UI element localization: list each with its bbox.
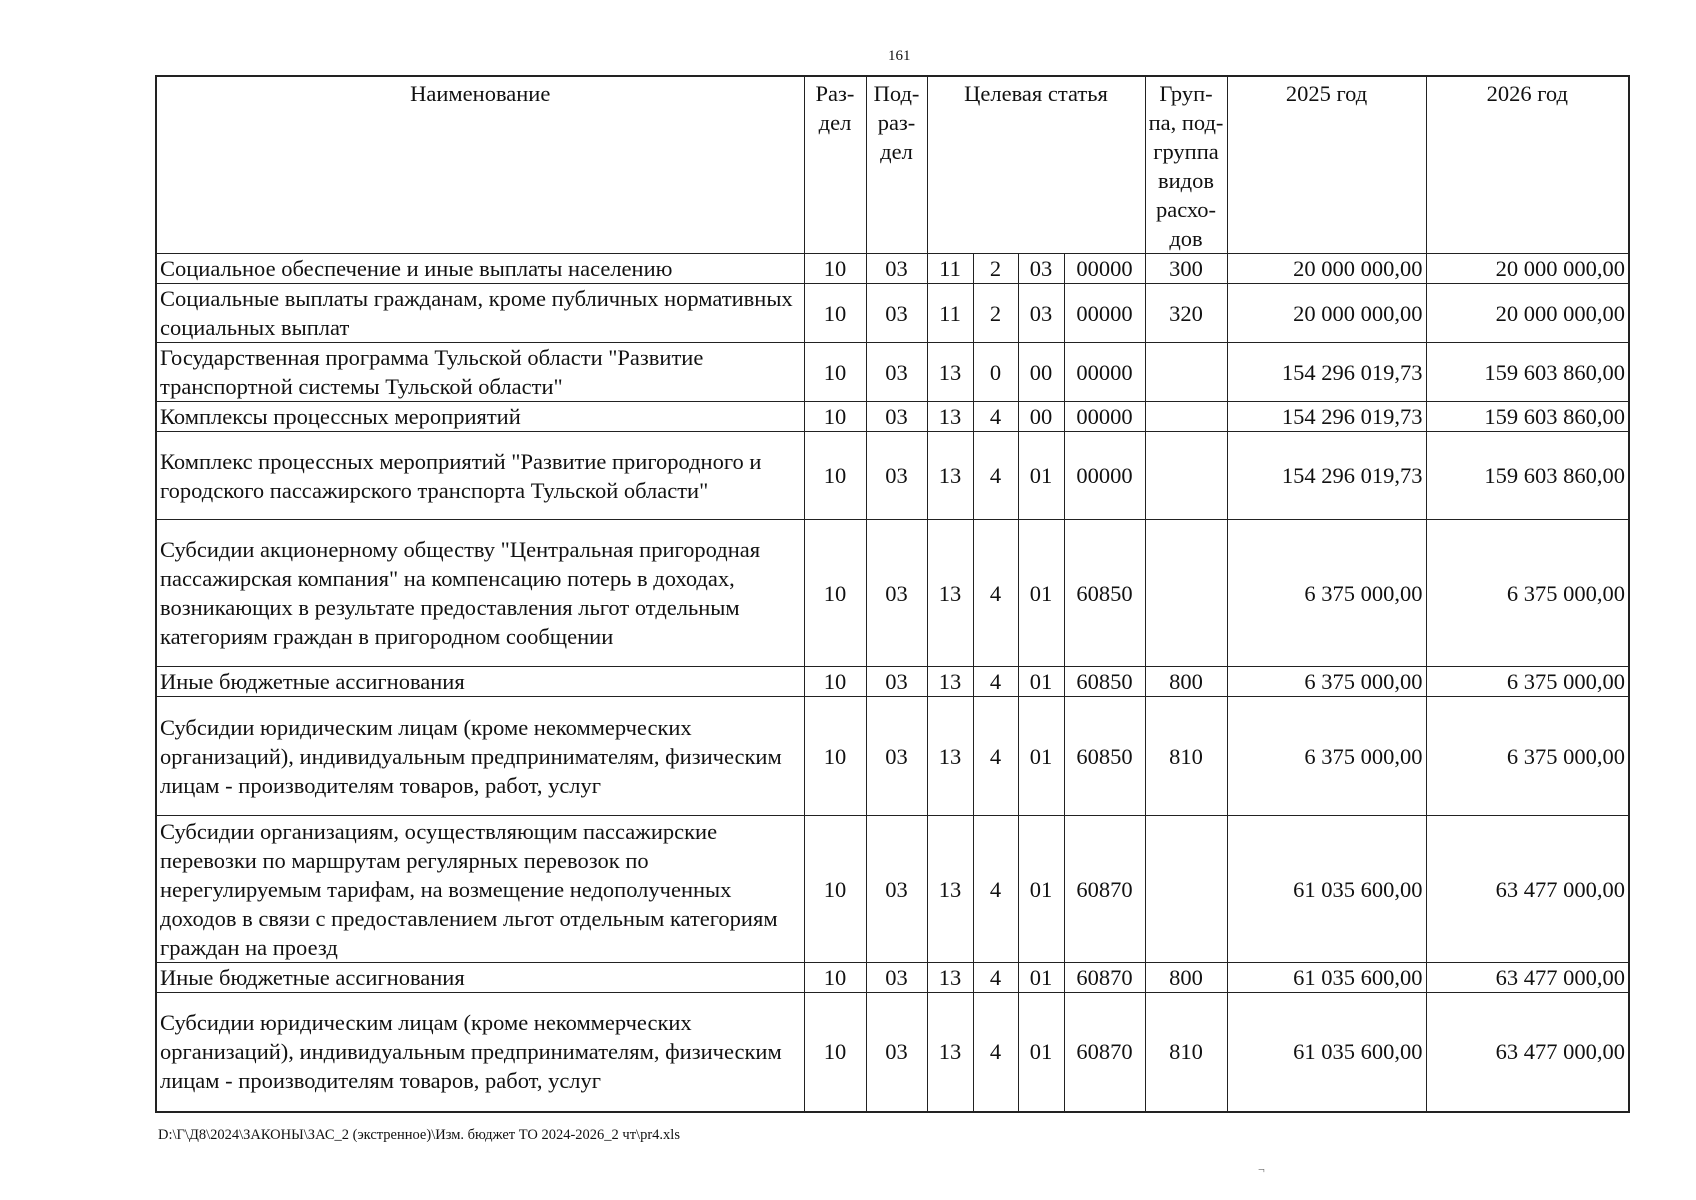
amount-2026-cell: 63 477 000,00 bbox=[1426, 993, 1629, 1112]
podrazdel-cell: 03 bbox=[866, 697, 927, 816]
target-direction-cell: 60850 bbox=[1064, 520, 1145, 667]
podrazdel-cell: 03 bbox=[866, 667, 927, 697]
expense-group-cell bbox=[1145, 520, 1227, 667]
amount-2025-cell: 6 375 000,00 bbox=[1227, 667, 1426, 697]
table-row bbox=[156, 667, 1629, 697]
podrazdel-cell: 03 bbox=[866, 402, 927, 432]
row-name-cell: Субсидии юридическим лицам (кроме некоммерческих организаций), индивидуальным предпринимателям, физическим лицам - производителям товаров, работ, услуг bbox=[156, 993, 804, 1112]
amount-2025-cell: 20 000 000,00 bbox=[1227, 254, 1426, 284]
row-name-cell: Социальные выплаты гражданам, кроме публичных нормативных социальных выплат bbox=[156, 284, 804, 343]
target-subprogram-cell: 01 bbox=[1018, 963, 1064, 993]
target-direction-cell: 00000 bbox=[1064, 402, 1145, 432]
podrazdel-cell: 03 bbox=[866, 343, 927, 402]
target-program-cell: 11 bbox=[927, 254, 973, 284]
target-type-cell: 2 bbox=[973, 284, 1018, 343]
target-program-cell: 13 bbox=[927, 520, 973, 667]
expense-group-cell: 300 bbox=[1145, 254, 1227, 284]
table-row bbox=[156, 963, 1629, 993]
expense-group-cell: 810 bbox=[1145, 697, 1227, 816]
razdel-cell: 10 bbox=[804, 402, 866, 432]
razdel-cell: 10 bbox=[804, 343, 866, 402]
row-name-cell: Субсидии юридическим лицам (кроме некоммерческих организаций), индивидуальным предпринимателям, физическим лицам - производителям товаров, работ, услуг bbox=[156, 697, 804, 816]
target-subprogram-cell: 01 bbox=[1018, 816, 1064, 963]
row-name-cell: Иные бюджетные ассигнования bbox=[156, 963, 804, 993]
target-subprogram-cell: 01 bbox=[1018, 993, 1064, 1112]
target-type-cell: 4 bbox=[973, 402, 1018, 432]
table-row bbox=[156, 432, 1629, 520]
target-subprogram-cell: 01 bbox=[1018, 697, 1064, 816]
amount-2026-cell: 20 000 000,00 bbox=[1426, 254, 1629, 284]
budget-table bbox=[155, 75, 1630, 1113]
target-program-cell: 13 bbox=[927, 993, 973, 1112]
razdel-cell: 10 bbox=[804, 667, 866, 697]
table-row bbox=[156, 993, 1629, 1112]
header-target-article: Целевая статья bbox=[927, 76, 1145, 254]
page-number: 161 bbox=[888, 48, 911, 64]
row-name-cell: Комплекс процессных мероприятий "Развитие пригородного и городского пассажирского транспорта Тульской области" bbox=[156, 432, 804, 520]
target-type-cell: 4 bbox=[973, 816, 1018, 963]
target-subprogram-cell: 01 bbox=[1018, 520, 1064, 667]
row-name-cell: Иные бюджетные ассигнования bbox=[156, 667, 804, 697]
podrazdel-cell: 03 bbox=[866, 816, 927, 963]
amount-2026-cell: 63 477 000,00 bbox=[1426, 816, 1629, 963]
razdel-cell: 10 bbox=[804, 254, 866, 284]
target-type-cell: 4 bbox=[973, 432, 1018, 520]
target-type-cell: 4 bbox=[973, 697, 1018, 816]
table-row bbox=[156, 284, 1629, 343]
file-path-footer: D:\Г\Д8\2024\ЗАКОНЫ\ЗАС_2 (экстренное)\Изм. бюджет ТО 2024-2026_2 чт\pr4.xls bbox=[158, 1127, 680, 1143]
amount-2026-cell: 159 603 860,00 bbox=[1426, 402, 1629, 432]
target-program-cell: 13 bbox=[927, 963, 973, 993]
target-subprogram-cell: 00 bbox=[1018, 343, 1064, 402]
amount-2025-cell: 154 296 019,73 bbox=[1227, 432, 1426, 520]
target-subprogram-cell: 01 bbox=[1018, 432, 1064, 520]
target-type-cell: 4 bbox=[973, 520, 1018, 667]
target-direction-cell: 00000 bbox=[1064, 284, 1145, 343]
amount-2026-cell: 159 603 860,00 bbox=[1426, 343, 1629, 402]
target-program-cell: 13 bbox=[927, 343, 973, 402]
razdel-cell: 10 bbox=[804, 520, 866, 667]
podrazdel-cell: 03 bbox=[866, 993, 927, 1112]
podrazdel-cell: 03 bbox=[866, 520, 927, 667]
razdel-cell: 10 bbox=[804, 816, 866, 963]
header-year-2026: 2026 год bbox=[1426, 76, 1629, 254]
target-type-cell: 0 bbox=[973, 343, 1018, 402]
target-program-cell: 11 bbox=[927, 284, 973, 343]
razdel-cell: 10 bbox=[804, 697, 866, 816]
expense-group-cell bbox=[1145, 343, 1227, 402]
podrazdel-cell: 03 bbox=[866, 284, 927, 343]
target-subprogram-cell: 03 bbox=[1018, 284, 1064, 343]
razdel-cell: 10 bbox=[804, 432, 866, 520]
header-expense-group: Груп- па, под- группа видов расхо- дов bbox=[1145, 76, 1227, 254]
target-program-cell: 13 bbox=[927, 432, 973, 520]
target-type-cell: 2 bbox=[973, 254, 1018, 284]
amount-2025-cell: 154 296 019,73 bbox=[1227, 343, 1426, 402]
amount-2025-cell: 61 035 600,00 bbox=[1227, 963, 1426, 993]
expense-group-cell bbox=[1145, 402, 1227, 432]
expense-group-cell: 810 bbox=[1145, 993, 1227, 1112]
amount-2026-cell: 6 375 000,00 bbox=[1426, 520, 1629, 667]
amount-2025-cell: 61 035 600,00 bbox=[1227, 993, 1426, 1112]
podrazdel-cell: 03 bbox=[866, 254, 927, 284]
podrazdel-cell: 03 bbox=[866, 963, 927, 993]
table-row bbox=[156, 816, 1629, 963]
target-program-cell: 13 bbox=[927, 816, 973, 963]
target-direction-cell: 60870 bbox=[1064, 993, 1145, 1112]
row-name-cell: Субсидии акционерному обществу "Центральная пригородная пассажирская компания" на компенсацию потерь в доходах, возникающих в результате предоставления льгот отдельным категориям граждан в пригородном сообщении bbox=[156, 520, 804, 667]
amount-2026-cell: 159 603 860,00 bbox=[1426, 432, 1629, 520]
target-direction-cell: 00000 bbox=[1064, 343, 1145, 402]
target-type-cell: 4 bbox=[973, 993, 1018, 1112]
table-row bbox=[156, 402, 1629, 432]
target-program-cell: 13 bbox=[927, 667, 973, 697]
target-direction-cell: 60870 bbox=[1064, 816, 1145, 963]
table-row bbox=[156, 697, 1629, 816]
table-row bbox=[156, 343, 1629, 402]
header-name: Наименование bbox=[156, 76, 804, 254]
amount-2025-cell: 154 296 019,73 bbox=[1227, 402, 1426, 432]
razdel-cell: 10 bbox=[804, 963, 866, 993]
amount-2025-cell: 20 000 000,00 bbox=[1227, 284, 1426, 343]
razdel-cell: 10 bbox=[804, 284, 866, 343]
stray-mark: ¬ bbox=[1258, 1162, 1265, 1176]
target-subprogram-cell: 00 bbox=[1018, 402, 1064, 432]
amount-2026-cell: 20 000 000,00 bbox=[1426, 284, 1629, 343]
target-subprogram-cell: 03 bbox=[1018, 254, 1064, 284]
header-year-2025: 2025 год bbox=[1227, 76, 1426, 254]
amount-2026-cell: 6 375 000,00 bbox=[1426, 667, 1629, 697]
row-name-cell: Социальное обеспечение и иные выплаты населению bbox=[156, 254, 804, 284]
expense-group-cell: 800 bbox=[1145, 963, 1227, 993]
expense-group-cell: 800 bbox=[1145, 667, 1227, 697]
target-subprogram-cell: 01 bbox=[1018, 667, 1064, 697]
target-program-cell: 13 bbox=[927, 697, 973, 816]
target-type-cell: 4 bbox=[973, 667, 1018, 697]
amount-2025-cell: 61 035 600,00 bbox=[1227, 816, 1426, 963]
amount-2025-cell: 6 375 000,00 bbox=[1227, 520, 1426, 667]
amount-2026-cell: 63 477 000,00 bbox=[1426, 963, 1629, 993]
row-name-cell: Комплексы процессных мероприятий bbox=[156, 402, 804, 432]
razdel-cell: 10 bbox=[804, 993, 866, 1112]
table-row bbox=[156, 254, 1629, 284]
target-direction-cell: 60850 bbox=[1064, 697, 1145, 816]
expense-group-cell bbox=[1145, 432, 1227, 520]
table-row bbox=[156, 520, 1629, 667]
row-name-cell: Субсидии организациям, осуществляющим пассажирские перевозки по маршрутам регулярных перевозок по нерегулируемым тарифам, на возмещение недополученных доходов в связи с предоставлением льгот отдельным категориям граждан на проезд bbox=[156, 816, 804, 963]
target-program-cell: 13 bbox=[927, 402, 973, 432]
row-name-cell: Государственная программа Тульской области "Развитие транспортной системы Тульской области" bbox=[156, 343, 804, 402]
target-direction-cell: 60850 bbox=[1064, 667, 1145, 697]
header-podrazdel: Под- раз- дел bbox=[866, 76, 927, 254]
expense-group-cell bbox=[1145, 816, 1227, 963]
target-type-cell: 4 bbox=[973, 963, 1018, 993]
target-direction-cell: 00000 bbox=[1064, 432, 1145, 520]
amount-2025-cell: 6 375 000,00 bbox=[1227, 697, 1426, 816]
podrazdel-cell: 03 bbox=[866, 432, 927, 520]
amount-2026-cell: 6 375 000,00 bbox=[1426, 697, 1629, 816]
expense-group-cell: 320 bbox=[1145, 284, 1227, 343]
header-razdel: Раз- дел bbox=[804, 76, 866, 254]
header-row bbox=[156, 76, 1629, 254]
target-direction-cell: 00000 bbox=[1064, 254, 1145, 284]
target-direction-cell: 60870 bbox=[1064, 963, 1145, 993]
